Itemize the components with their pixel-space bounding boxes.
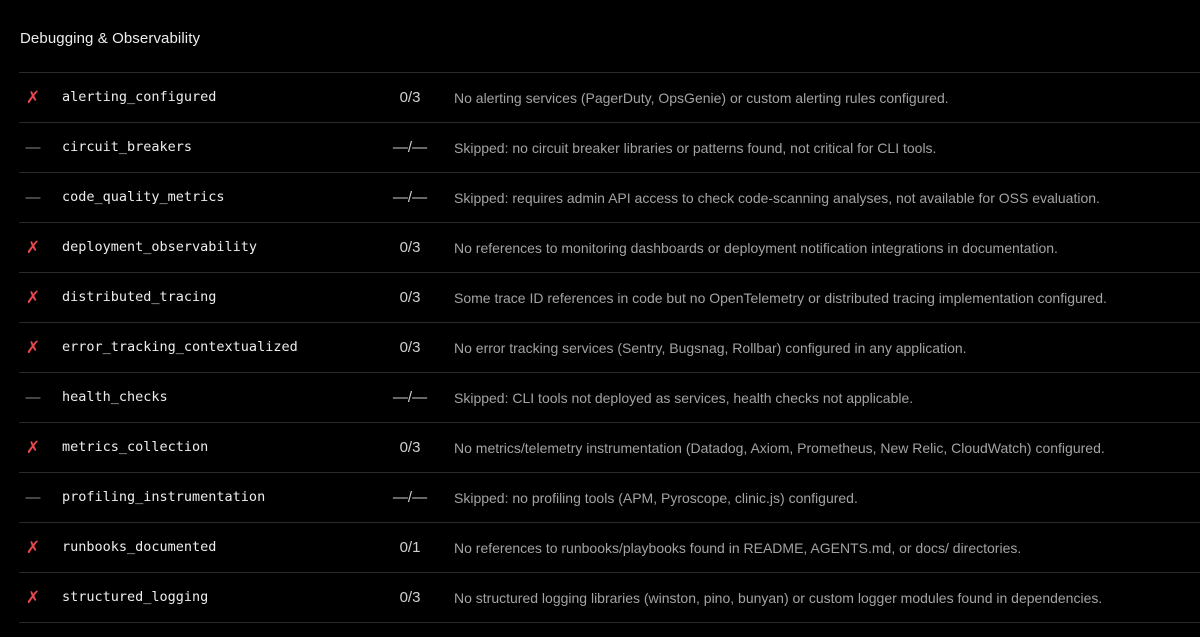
table-row [19,73,1200,123]
check-score: 0/1 [399,539,421,556]
x-mark-icon: ✗ [25,588,41,607]
check-score: 0/3 [399,439,421,456]
check-name: profiling_instrumentation [62,489,266,505]
check-description: No structured logging libraries (winston, pino, bunyan) or custom logger modules found in dependencies. [454,590,1103,606]
check-name: structured_logging [62,589,209,605]
check-name: metrics_collection [62,439,209,455]
check-score: 0/3 [399,239,421,256]
x-mark-icon: ✗ [25,288,41,307]
x-mark-icon: ✗ [25,538,41,557]
table-row [19,223,1200,273]
table-row [19,123,1200,173]
dash-icon: — [25,189,41,206]
check-name: deployment_observability [62,239,258,255]
table-row [19,273,1200,323]
check-score: —/— [392,489,428,506]
check-description: No error tracking services (Sentry, Bugsnag, Rollbar) configured in any application. [454,340,967,356]
x-mark-icon: ✗ [25,338,41,357]
check-score: 0/3 [399,289,421,306]
check-name: health_checks [62,389,168,405]
check-description: Skipped: no profiling tools (APM, Pyroscope, clinic.js) configured. [454,490,858,506]
x-mark-icon: ✗ [25,238,41,257]
check-description: Skipped: requires admin API access to check code-scanning analyses, not available for OSS evaluation. [454,190,1100,206]
check-name: distributed_tracing [62,289,217,305]
check-description: No references to runbooks/playbooks found in README, AGENTS.md, or docs/ directories. [454,540,1022,556]
check-description: Skipped: no circuit breaker libraries or patterns found, not critical for CLI tools. [454,140,937,156]
table-row [19,373,1200,423]
x-mark-icon: ✗ [25,88,41,107]
table-row [19,423,1200,473]
check-score: 0/3 [399,589,421,606]
checks-table [19,72,1200,623]
check-name: runbooks_documented [62,539,217,555]
check-score: 0/3 [399,339,421,356]
check-description: No references to monitoring dashboards or deployment notification integrations in documentation. [454,240,1058,256]
dash-icon: — [25,489,41,506]
check-description: Some trace ID references in code but no OpenTelemetry or distributed tracing implementation configured. [454,290,1107,306]
dash-icon: — [25,139,41,156]
table-row [19,523,1200,573]
check-description: No alerting services (PagerDuty, OpsGenie) or custom alerting rules configured. [454,90,949,106]
table-row [19,323,1200,373]
check-name: code_quality_metrics [62,189,225,205]
check-name: alerting_configured [62,89,217,105]
check-name: error_tracking_contextualized [62,339,298,355]
table-row [19,573,1200,623]
check-description: Skipped: CLI tools not deployed as services, health checks not applicable. [454,390,914,406]
check-description: No metrics/telemetry instrumentation (Datadog, Axiom, Prometheus, New Relic, CloudWatch) configured. [454,440,1105,456]
dash-icon: — [25,389,41,406]
table-row [19,173,1200,223]
check-score: —/— [392,139,428,156]
check-name: circuit_breakers [62,139,193,155]
table-row [19,473,1200,523]
section-title: Debugging & Observability [20,30,201,47]
x-mark-icon: ✗ [25,438,41,457]
check-score: —/— [392,389,428,406]
check-score: 0/3 [399,89,421,106]
check-score: —/— [392,189,428,206]
